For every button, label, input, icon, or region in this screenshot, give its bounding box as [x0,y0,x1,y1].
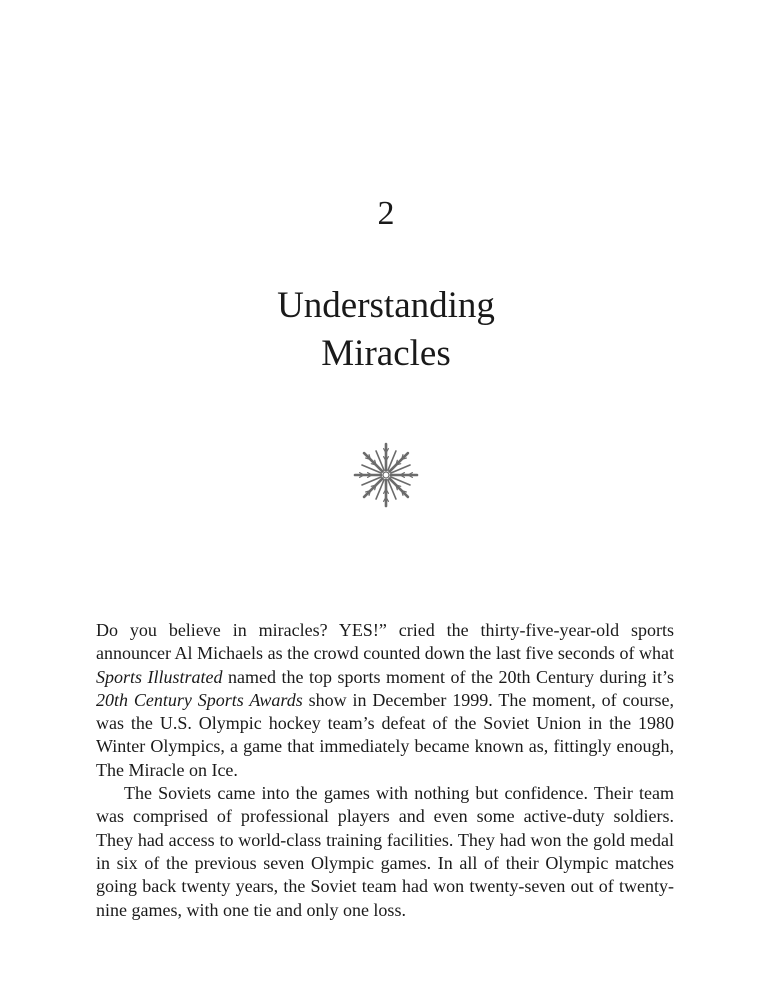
chapter-title-line-1: Understanding [277,285,495,326]
ornament-center [383,472,389,478]
paragraph-1-part-c: named the top sports moment of the 20th Century during it’s [222,666,674,687]
body-text [96,619,674,922]
ornament-ray [390,479,408,497]
paragraph-1 [96,619,674,782]
chapter-title-line-2: Miracles [321,333,451,374]
paragraph-1-part-e: show in December 1999. The moment, of course, was the U.S. Olympic hockey team’s defeat of the Soviet Union in the 1980 Winter Olympics, a game that immediately became known as, fittingly enough, The Miracle on Ice. [96,689,674,780]
ornament-ray [364,479,382,497]
ornament-ray [390,453,408,471]
chapter-number: 2 [377,195,395,232]
paragraph-1-italic-title-1: Sports Illustrated [96,666,223,687]
paragraph-2: The Soviets came into the games with nothing but confidence. Their team was comprised of professional players and even some active-duty soldiers. They had access to world-class training facilities. They had won the gold medal in six of the previous seven Olympic games. In all of their Olympic matches going back twenty years, the Soviet team had won twenty-seven out of twenty-nine games, with one tie and only one loss. [96,783,674,920]
paragraph-1-part-a: Do you believe in miracles? YES!” cried the thirty-five-year-old sports announcer Al Michaels as the crowd counted down the last five seconds of what [96,620,674,664]
chapter-title [0,282,772,378]
starburst-ornament-icon [351,440,421,510]
ornament-ray [364,453,382,471]
paragraph-1-italic-title-2: 20th Century Sports Awards [96,689,303,710]
